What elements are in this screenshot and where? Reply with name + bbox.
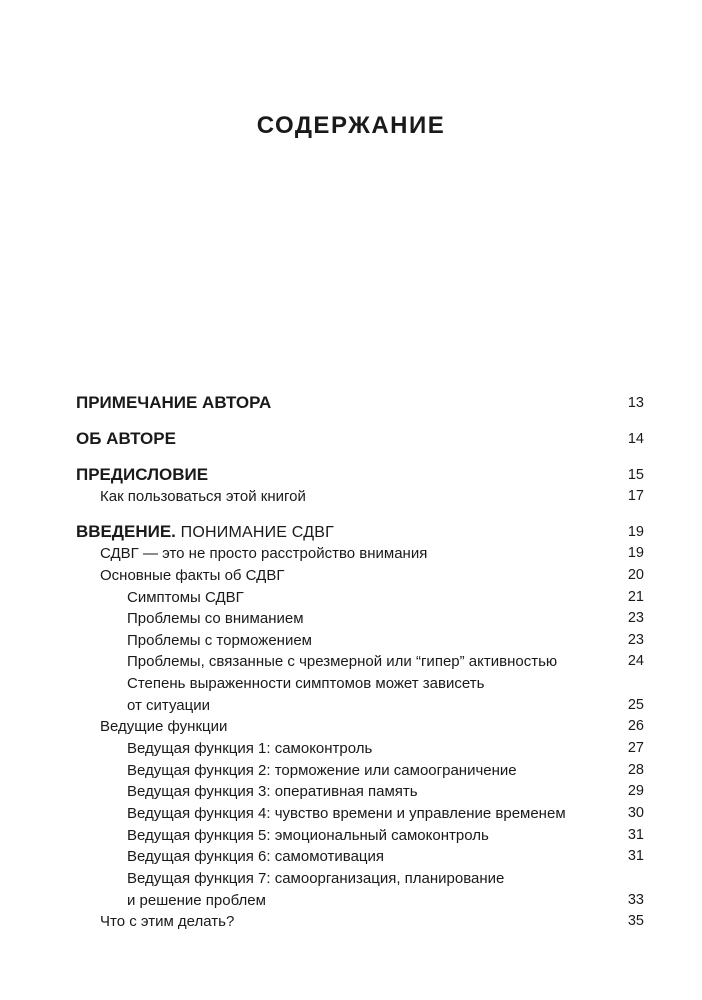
toc-entry-title-rest: ПОНИМАНИЕ СДВГ [180,524,334,541]
toc-entry-page: 31 [627,827,644,843]
toc-entry-page: 31 [627,848,644,864]
toc-entry-title: Ведущие функции [100,718,228,735]
toc-entry-title-lead: ВВЕДЕНИЕ. [76,522,176,541]
toc-entry-title: Ведущая функция 1: самоконтроль [127,740,373,757]
toc-entry-page: 13 [627,395,644,411]
toc-entry-page: 33 [627,892,644,908]
toc-entry-title: Ведущая функция 2: торможение или самоограничение [127,762,517,779]
toc-entry-page: 24 [627,653,644,669]
toc-entry-page: 14 [627,431,644,447]
toc-entry-page: 15 [627,467,644,483]
toc-entry-page: 28 [627,762,644,778]
toc-entry-title: СДВГ — это не просто расстройство внимания [100,545,428,562]
toc-entry-page: 27 [627,740,644,756]
toc-entry-title: ОБ АВТОРЕ [76,429,176,448]
toc-entry-page: 30 [627,805,644,821]
toc-entry-page: 29 [627,783,644,799]
toc-entry-page: 19 [627,524,644,540]
toc-entry-title: Ведущая функция 7: самоорганизация, планирование [127,870,505,887]
toc-entry-title-line2: и решение проблем [127,892,266,909]
toc-entry-page: 26 [627,718,644,734]
page-title: СОДЕРЖАНИЕ [256,112,446,139]
toc-entry-title: Как пользоваться этой книгой [100,488,306,505]
toc-entry-title: Ведущая функция 6: самомотивация [127,848,385,865]
toc-entry-page: 23 [627,632,644,648]
toc-entry-page: 17 [627,488,644,504]
toc-entry-page: 19 [627,545,644,561]
toc-entry-title: Проблемы со вниманием [127,610,304,627]
toc-entry-title: Проблемы с торможением [127,632,312,649]
toc-entry-title: Ведущая функция 3: оперативная память [127,783,418,800]
toc-entry-title-line2: от ситуации [127,697,210,714]
toc-entry-title: ПРЕДИСЛОВИЕ [76,465,209,484]
toc-entry-title: Что с этим делать? [100,913,235,930]
toc-entry-title: Степень выраженности симптомов может зависеть [127,675,485,692]
toc-entry-page: 20 [627,567,644,583]
toc-entry-page: 21 [627,589,644,605]
toc-entry-title [76,522,334,542]
toc-entry-title: ПРИМЕЧАНИЕ АВТОРА [76,393,272,412]
toc-entry-title: Ведущая функция 5: эмоциональный самоконтроль [127,827,489,844]
toc-entry-title: Ведущая функция 4: чувство времени и управление временем [127,805,566,822]
toc-entry-title: Симптомы СДВГ [127,589,244,606]
toc-entry-page: 35 [627,913,644,929]
toc-entry-page: 25 [627,697,644,713]
toc-entry-title: Проблемы, связанные с чрезмерной или “гипер” активностью [127,653,558,670]
toc-entry-page: 23 [627,610,644,626]
toc-entry-title: Основные факты об СДВГ [100,567,285,584]
